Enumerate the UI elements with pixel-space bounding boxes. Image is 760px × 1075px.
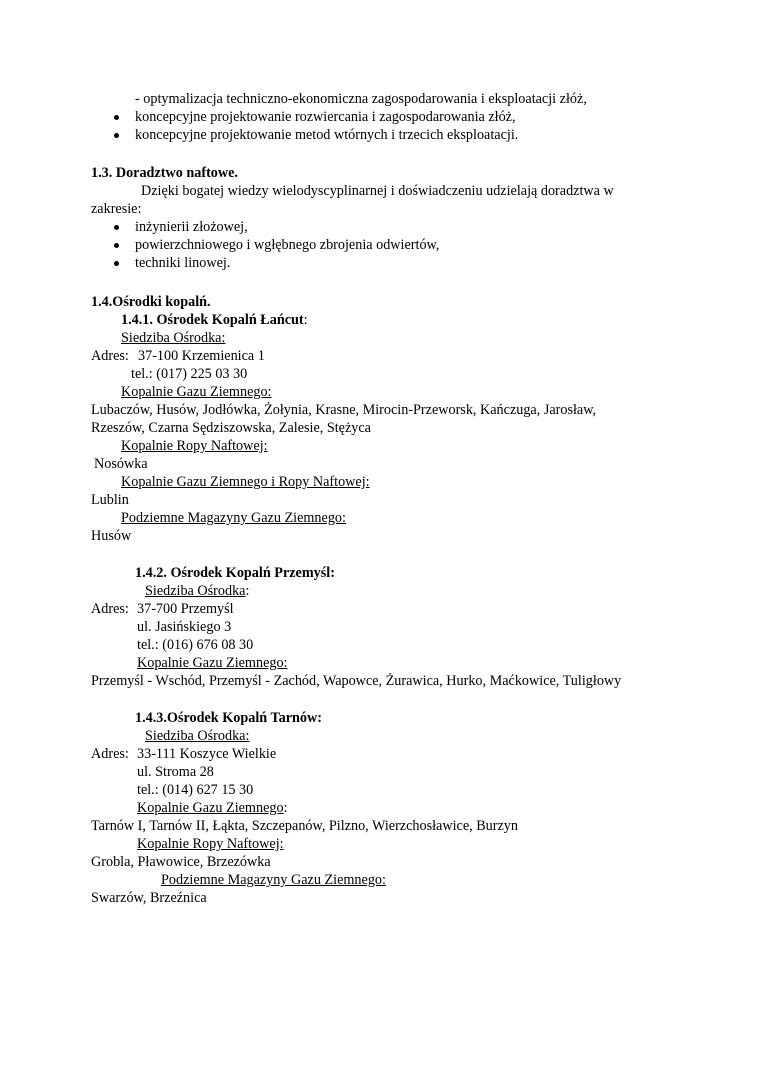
oil-mines-label: Kopalnie Ropy Naftowej: xyxy=(137,836,284,852)
bullet-icon xyxy=(114,225,119,230)
address-line: 33-111 Koszyce Wielkie xyxy=(137,746,277,762)
gas-mines-list: Tarnów I, Tarnów II, Łąkta, Szczepanów, Pilzno, Wierzchosławice, Burzyn xyxy=(91,818,518,834)
gas-mines-label: Kopalnie Gazu Ziemnego: xyxy=(121,384,272,400)
bullet-icon xyxy=(114,243,119,248)
gas-storage-list: Swarzów, Brzeźnica xyxy=(91,890,207,906)
subsection-heading-lancut: 1.4.1. Ośrodek Kopalń Łańcut: xyxy=(121,312,308,328)
gas-mines-list: Rzeszów, Czarna Sędziszowska, Zalesie, Stężyca xyxy=(91,420,371,436)
bullet-icon xyxy=(114,115,119,120)
bullet-item: koncepcyjne projektowanie metod wtórnych i trzecich eksploatacji. xyxy=(135,127,519,143)
gas-mines-label: Kopalnie Gazu Ziemnego: xyxy=(137,655,288,671)
bullet-icon xyxy=(114,133,119,138)
seat-label: Siedziba Ośrodka: xyxy=(121,330,226,346)
address-line: 37-700 Przemyśl xyxy=(137,601,234,617)
paragraph-line: zakresie: xyxy=(91,201,142,217)
gas-storage-label: Podziemne Magazyny Gazu Ziemnego: xyxy=(121,510,346,526)
phone-number: tel.: (016) 676 08 30 xyxy=(137,637,254,653)
subsection-heading-tarnow: 1.4.3.Ośrodek Kopalń Tarnów: xyxy=(135,710,322,726)
gas-storage-list: Husów xyxy=(91,528,132,544)
oil-mines-list: Grobla, Pławowice, Brzezówka xyxy=(91,854,271,870)
address-line: ul. Jasińskiego 3 xyxy=(137,619,232,635)
address-line: 37-100 Krzemienica 1 xyxy=(138,348,265,364)
subsection-heading-przemysl: 1.4.2. Ośrodek Kopalń Przemyśl: xyxy=(135,565,335,581)
paragraph-line: Dzięki bogatej wiedzy wielodyscyplinarnej i doświadczeniu udzielają doradztwa w xyxy=(141,183,614,199)
address-label: Adres: xyxy=(91,348,129,364)
bullet-item: inżynierii złożowej, xyxy=(135,219,248,235)
seat-label: Siedziba Ośrodka: xyxy=(145,583,250,599)
dash-list-item: - optymalizacja techniczno-ekonomiczna zagospodarowania i eksploatacji złóż, xyxy=(135,91,587,107)
bullet-item: koncepcyjne projektowanie rozwiercania i zagospodarowania złóż, xyxy=(135,109,516,125)
section-heading-1-3: 1.3. Doradztwo naftowe. xyxy=(91,165,238,181)
address-label: Adres: xyxy=(91,746,129,762)
gas-oil-mines-list: Lublin xyxy=(91,492,129,508)
bullet-item: powierzchniowego i wgłębnego zbrojenia odwiertów, xyxy=(135,237,440,253)
seat-label: Siedziba Ośrodka: xyxy=(145,728,250,744)
phone-number: tel.: (017) 225 03 30 xyxy=(131,366,248,382)
gas-storage-label: Podziemne Magazyny Gazu Ziemnego: xyxy=(161,872,386,888)
bullet-icon xyxy=(114,261,119,266)
section-heading-1-4: 1.4.Ośrodki kopalń. xyxy=(91,294,211,310)
phone-number: tel.: (014) 627 15 30 xyxy=(137,782,254,798)
gas-mines-list: Przemyśl - Wschód, Przemyśl - Zachód, Wapowce, Żurawica, Hurko, Maćkowice, Tuligłowy xyxy=(91,673,622,689)
gas-oil-mines-label: Kopalnie Gazu Ziemnego i Ropy Naftowej: xyxy=(121,474,370,490)
gas-mines-list: Lubaczów, Husów, Jodłówka, Żołynia, Krasne, Mirocin-Przeworsk, Kańczuga, Jarosław, xyxy=(91,402,597,418)
gas-mines-label: Kopalnie Gazu Ziemnego: xyxy=(137,800,288,816)
bullet-item: techniki linowej. xyxy=(135,255,231,271)
oil-mines-label: Kopalnie Ropy Naftowej: xyxy=(121,438,268,454)
oil-mines-list: Nosówka xyxy=(94,456,148,472)
address-label: Adres: xyxy=(91,601,129,617)
address-line: ul. Stroma 28 xyxy=(137,764,214,780)
